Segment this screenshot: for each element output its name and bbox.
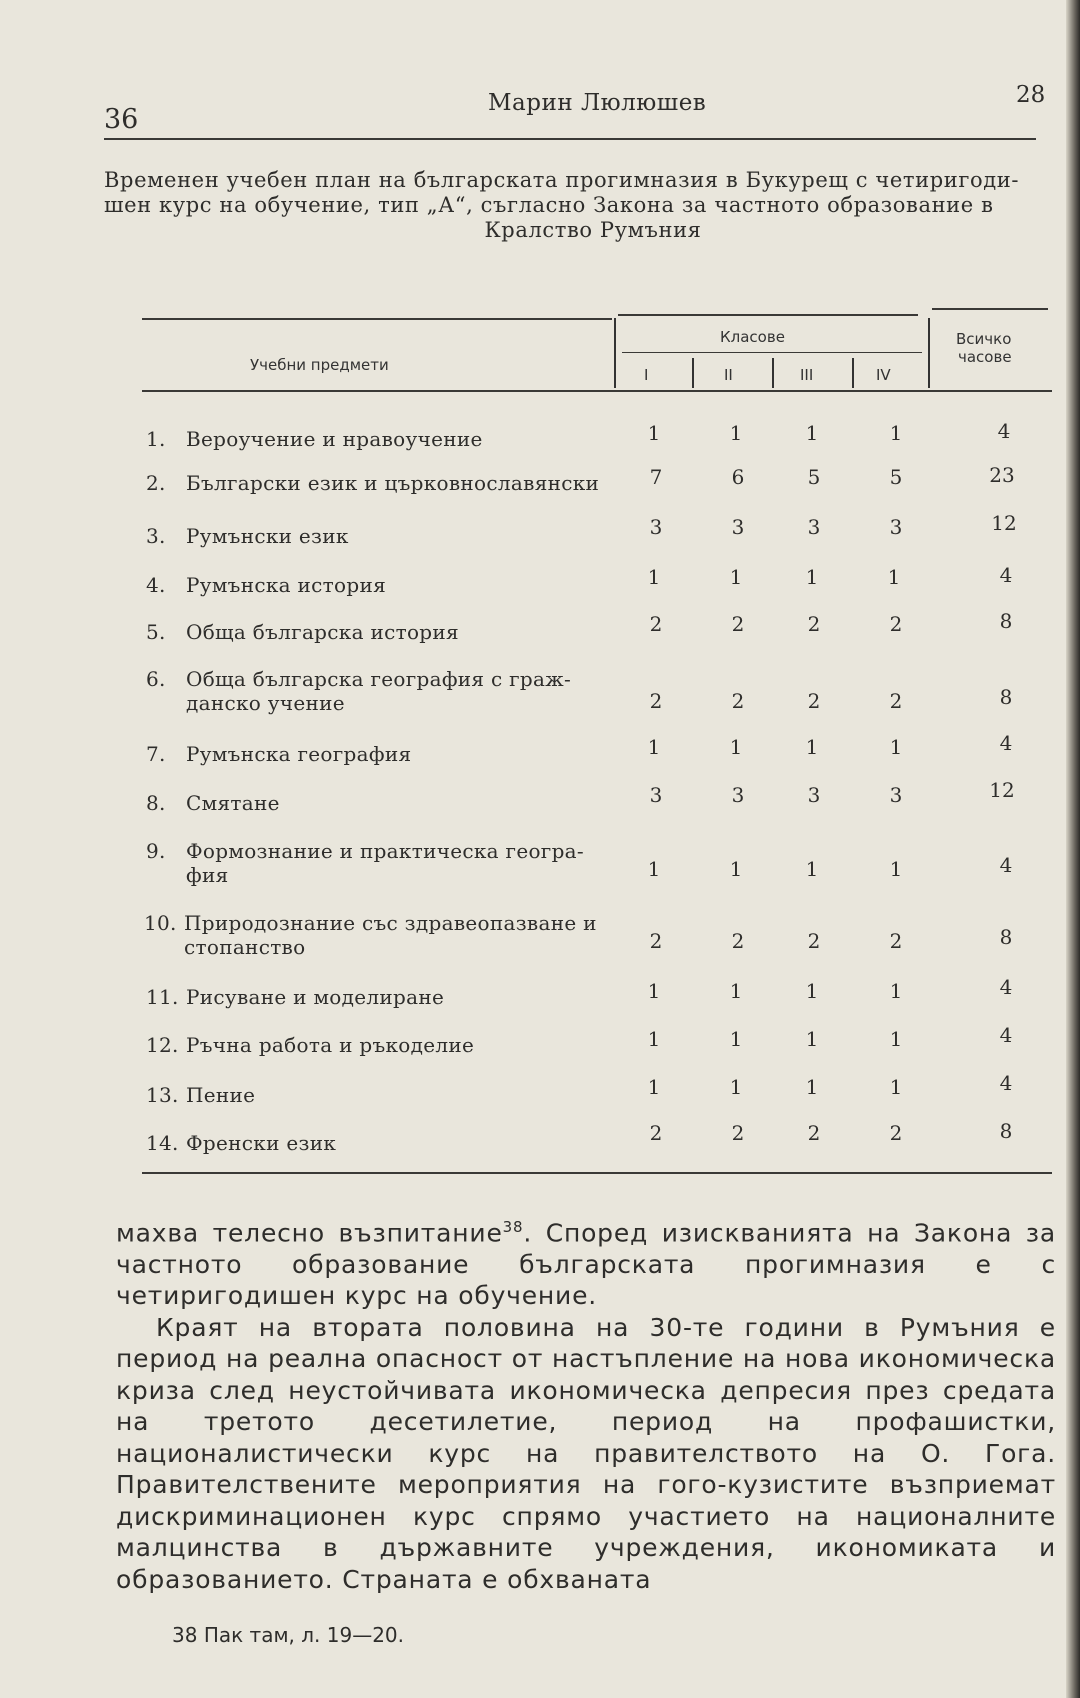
hours-class-4: 1: [889, 1027, 903, 1051]
row-number: 4.: [146, 573, 166, 597]
table-top-rule-total: [932, 308, 1048, 310]
hours-total: 12: [991, 511, 1017, 535]
row-number: 2.: [146, 471, 166, 495]
hours-class-1: 2: [649, 612, 663, 636]
hours-class-3: 1: [805, 735, 819, 759]
hours-class-4: 1: [887, 565, 901, 589]
hours-total: 8: [999, 609, 1013, 633]
paragraph-1-end: . Според изискванията на Закона за частното образование българската прогимназия е с четиригодишен курс на обучение.: [116, 1218, 1056, 1311]
classes-subrule: [622, 352, 922, 353]
subject-name: Френски език: [186, 1131, 337, 1155]
class-label-3: III: [800, 366, 814, 384]
hours-class-2: 3: [731, 783, 745, 807]
hours-total: 8: [999, 1119, 1013, 1143]
hours-class-1: 1: [647, 979, 661, 1003]
subject-name-line-1: Обща българска география с граж-: [186, 667, 572, 691]
table-row: [146, 573, 616, 597]
page-number-left: 36: [104, 104, 139, 135]
row-number: 9.: [146, 839, 166, 863]
paragraph-1: [116, 1212, 1056, 1312]
footnote-reference: 38: [502, 1218, 524, 1236]
hours-class-1: 2: [649, 689, 663, 713]
paragraph-2: Краят на втората половина на 30-те години в Румъния е период на реална опасност от настъпление на нова икономическа криза след неустойчивата икономическа депресия през средата на третото десетилетие, период на профашистки, националистически курс на правителството на О. Гога. Правителствените мероприятия на гого-кузистите възприемат дискриминационен курс спрямо участието на националните малцинства в държавните учреждения, икономиката и образованието. Страната е обхваната: [116, 1312, 1056, 1594]
table-row: [146, 1083, 616, 1107]
body-text: [116, 1212, 1056, 1595]
table-bottom-rule: [142, 1172, 1052, 1174]
hours-class-3: 3: [807, 783, 821, 807]
row-number: 8.: [146, 791, 166, 815]
hours-class-2: 1: [729, 421, 743, 445]
column-divider: [928, 318, 930, 388]
hours-class-2: 1: [729, 1075, 743, 1099]
hours-class-4: 3: [889, 515, 903, 539]
hours-total: 4: [999, 1023, 1013, 1047]
hours-class-2: 6: [731, 465, 745, 489]
hours-class-1: 7: [649, 465, 663, 489]
hours-class-2: 1: [729, 735, 743, 759]
table-row: [146, 985, 616, 1009]
table-caption: [104, 168, 1052, 243]
hours-class-4: 1: [889, 421, 903, 445]
hours-class-3: 1: [805, 857, 819, 881]
hours-class-2: 1: [729, 979, 743, 1003]
row-number: 7.: [146, 742, 166, 766]
class-label-2: II: [724, 366, 733, 384]
footnote-text: Пак там, л. 19—20.: [203, 1623, 405, 1647]
hours-class-2: 1: [729, 1027, 743, 1051]
hours-total: 8: [999, 925, 1013, 949]
hours-class-3: 1: [805, 565, 819, 589]
hours-total: 4: [999, 731, 1013, 755]
hours-class-3: 2: [807, 1121, 821, 1145]
hours-class-2: 2: [731, 1121, 745, 1145]
page-edge: [1066, 0, 1080, 1698]
total-header-line-2: часове: [958, 348, 1012, 366]
hours-class-2: 2: [731, 689, 745, 713]
hours-total: 4: [999, 853, 1013, 877]
table-row: [146, 791, 616, 815]
table-row: [146, 742, 616, 766]
hours-class-3: 5: [807, 465, 821, 489]
table-row: [146, 427, 616, 451]
hours-class-1: 1: [647, 735, 661, 759]
subject-name: Рисуване и моделиране: [186, 985, 445, 1009]
caption-line-3: Кралство Румъния: [484, 218, 702, 242]
subject-name: Ръчна работа и ръкоделие: [186, 1033, 475, 1057]
row-number: 13.: [146, 1083, 179, 1107]
hours-class-4: 1: [889, 857, 903, 881]
hours-class-3: 3: [807, 515, 821, 539]
page-number-right: 28: [1016, 82, 1046, 108]
hours-class-3: 2: [807, 689, 821, 713]
table-top-rule-classes: [618, 314, 918, 316]
class-label-1: I: [644, 366, 649, 384]
hours-class-3: 2: [807, 929, 821, 953]
footnote: [172, 1623, 404, 1647]
footnote-number: 38: [172, 1623, 198, 1647]
hours-class-4: 2: [889, 1121, 903, 1145]
running-header-author: Марин Люлюшев: [488, 90, 707, 116]
table-row: [144, 911, 614, 959]
hours-class-3: 1: [805, 1027, 819, 1051]
subject-name-line-2: фия: [186, 863, 229, 887]
table-row: [146, 471, 616, 495]
hours-total: 4: [997, 419, 1011, 443]
subject-name-line-2: стопанство: [184, 935, 306, 959]
table-row: [146, 524, 616, 548]
subjects-header: Учебни предмети: [250, 356, 389, 374]
hours-class-4: 3: [889, 783, 903, 807]
table-row: [146, 620, 616, 644]
table-row: [146, 839, 616, 887]
hours-total: 12: [989, 778, 1015, 802]
hours-class-4: 2: [889, 612, 903, 636]
table-row: [146, 1131, 616, 1155]
hours-class-1: 1: [647, 857, 661, 881]
table-top-rule-left: [142, 318, 612, 320]
hours-class-3: 1: [805, 421, 819, 445]
hours-class-1: 3: [649, 515, 663, 539]
hours-class-1: 1: [647, 1075, 661, 1099]
hours-total: 8: [999, 685, 1013, 709]
row-number: 3.: [146, 524, 166, 548]
table-row: [146, 1033, 616, 1057]
caption-line-2: шен курс на обучение, тип „А“, съгласно Закона за частното образование в: [104, 193, 994, 217]
class-label-4: IV: [876, 366, 891, 384]
hours-class-1: 2: [649, 1121, 663, 1145]
hours-total: 4: [999, 563, 1013, 587]
subject-name: Румънска история: [186, 573, 387, 597]
caption-line-1: Временен учебен план на българската прогимназия в Букурещ с четиригоди-: [104, 168, 1020, 192]
row-number: 10.: [144, 911, 177, 935]
subject-name: Румънски език: [186, 524, 349, 548]
row-number: 6.: [146, 667, 166, 691]
hours-class-3: 1: [805, 979, 819, 1003]
subject-name: Български език и църковнославянски: [186, 471, 600, 495]
hours-class-4: 1: [889, 735, 903, 759]
row-number: 14.: [146, 1131, 179, 1155]
hours-class-3: 2: [807, 612, 821, 636]
row-number: 11.: [146, 985, 179, 1009]
subject-name: Смятане: [186, 791, 280, 815]
column-divider: [772, 358, 774, 388]
table-header-bottom-rule: [142, 390, 1052, 392]
subject-name-line-1: Природознание със здравеопазване и: [184, 911, 597, 935]
hours-class-4: 2: [889, 929, 903, 953]
classes-header: Класове: [720, 328, 785, 346]
hours-class-2: 1: [729, 857, 743, 881]
subject-name: Румънска география: [186, 742, 412, 766]
hours-class-1: 3: [649, 783, 663, 807]
hours-class-1: 1: [647, 565, 661, 589]
column-divider: [692, 358, 694, 388]
hours-class-2: 2: [731, 612, 745, 636]
hours-class-1: 1: [647, 421, 661, 445]
subject-name: Пение: [186, 1083, 256, 1107]
hours-class-3: 1: [805, 1075, 819, 1099]
subject-name-line-1: Формознание и практическа геогра-: [186, 839, 584, 863]
hours-class-1: 2: [649, 929, 663, 953]
column-divider: [614, 318, 616, 388]
subject-name: Вероучение и нравоучение: [186, 427, 483, 451]
hours-class-4: 1: [889, 979, 903, 1003]
column-divider: [852, 358, 854, 388]
paragraph-1-start: махва телесно възпитание: [116, 1218, 503, 1248]
hours-total: 23: [989, 463, 1015, 487]
row-number: 12.: [146, 1033, 179, 1057]
hours-class-2: 2: [731, 929, 745, 953]
row-number: 1.: [146, 427, 166, 451]
header-rule: [104, 138, 1036, 140]
row-number: 5.: [146, 620, 166, 644]
hours-class-1: 1: [647, 1027, 661, 1051]
hours-class-2: 3: [731, 515, 745, 539]
total-header-line-1: Всичко: [956, 330, 1012, 348]
hours-class-4: 5: [889, 465, 903, 489]
hours-total: 4: [999, 975, 1013, 999]
hours-class-4: 2: [889, 689, 903, 713]
subject-name: Обща българска история: [186, 620, 459, 644]
hours-total: 4: [999, 1071, 1013, 1095]
hours-class-4: 1: [889, 1075, 903, 1099]
table-row: [146, 667, 616, 715]
hours-class-2: 1: [729, 565, 743, 589]
subject-name-line-2: данско учение: [186, 691, 345, 715]
